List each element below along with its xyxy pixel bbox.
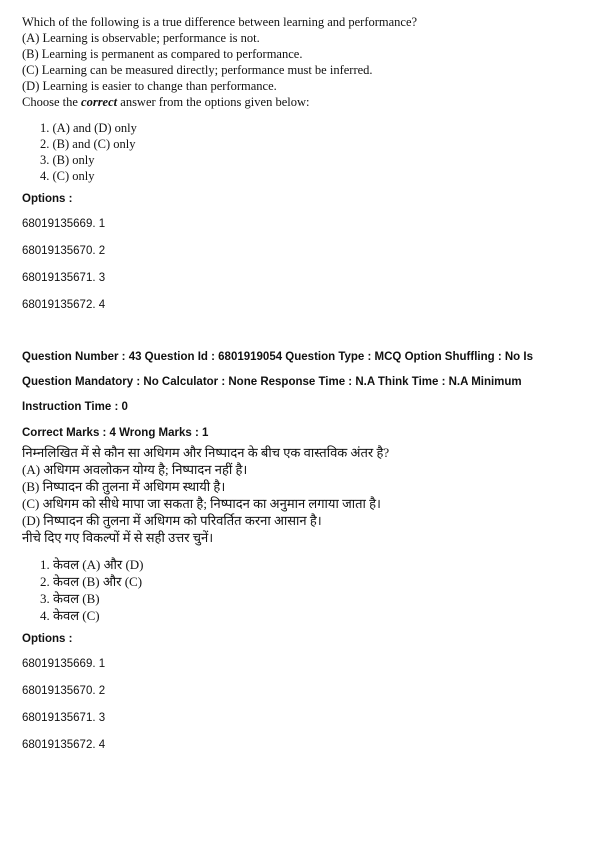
option-2: 68019135670. 2 (22, 245, 106, 257)
option-2: 68019135670. 2 (22, 685, 106, 697)
answer-2: 2. केवल (B) और (C) (40, 574, 143, 589)
question-42-text (22, 14, 582, 110)
instruction-pre: Choose the (22, 95, 82, 109)
answer-4: 4. केवल (C) (40, 608, 100, 623)
options-label: Options : (22, 633, 73, 645)
instruction (22, 94, 582, 110)
choice-d: (D) Learning is easier to change than performance. (22, 79, 277, 93)
choice-d: (D) निष्पादन की तुलना में अधिगम को परिवर्तित करना आसान है। (22, 513, 322, 528)
instruction-emphasis: correct (81, 95, 118, 109)
question-meta-line-2: Question Mandatory : No Calculator : None Response Time : N.A Think Time : N.A Minimum (22, 376, 522, 388)
choice-b: (B) निष्पादन की तुलना में अधिगम स्थायी है। (22, 479, 226, 494)
answer-1: 1. (A) and (D) only (40, 121, 137, 135)
instruction: नीचे दिए गए विकल्पों में से सही उत्तर चुनें। (22, 530, 214, 545)
answer-list (22, 556, 582, 624)
answer-3: 3. केवल (B) (40, 591, 100, 606)
option-4: 68019135672. 4 (22, 739, 106, 751)
choice-b: (B) Learning is permanent as compared to performance. (22, 47, 303, 61)
marks-line: Correct Marks : 4 Wrong Marks : 1 (22, 427, 209, 439)
choice-c: (C) Learning can be measured directly; performance must be inferred. (22, 63, 373, 77)
answer-list (22, 120, 582, 184)
question-stem: Which of the following is a true difference between learning and performance? (22, 15, 418, 29)
question-meta-line-1: Question Number : 43 Question Id : 6801919054 Question Type : MCQ Option Shuffling : No Is (22, 351, 533, 363)
answer-4: 4. (C) only (40, 169, 95, 183)
answer-1: 1. केवल (A) और (D) (40, 557, 144, 572)
instruction-post: answer from the options given below: (117, 95, 310, 109)
option-1: 68019135669. 1 (22, 218, 106, 230)
answer-3: 3. (B) only (40, 153, 95, 167)
question-stem: निम्नलिखित में से कौन सा अधिगम और निष्पादन के बीच एक वास्तविक अंतर है? (22, 445, 390, 460)
choice-c: (C) अधिगम को सीधे मापा जा सकता है; निष्पादन का अनुमान लगाया जाता है। (22, 496, 381, 511)
question-43-text (22, 444, 582, 546)
answer-2: 2. (B) and (C) only (40, 137, 136, 151)
question-page (22, 14, 582, 752)
choice-a: (A) Learning is observable; performance is not. (22, 31, 260, 45)
option-4: 68019135672. 4 (22, 299, 106, 311)
option-3: 68019135671. 3 (22, 712, 106, 724)
question-meta-line-3: Instruction Time : 0 (22, 401, 128, 413)
option-1: 68019135669. 1 (22, 658, 106, 670)
option-3: 68019135671. 3 (22, 272, 106, 284)
choice-a: (A) अधिगम अवलोकन योग्य है; निष्पादन नहीं है। (22, 462, 248, 477)
options-label: Options : (22, 193, 73, 205)
